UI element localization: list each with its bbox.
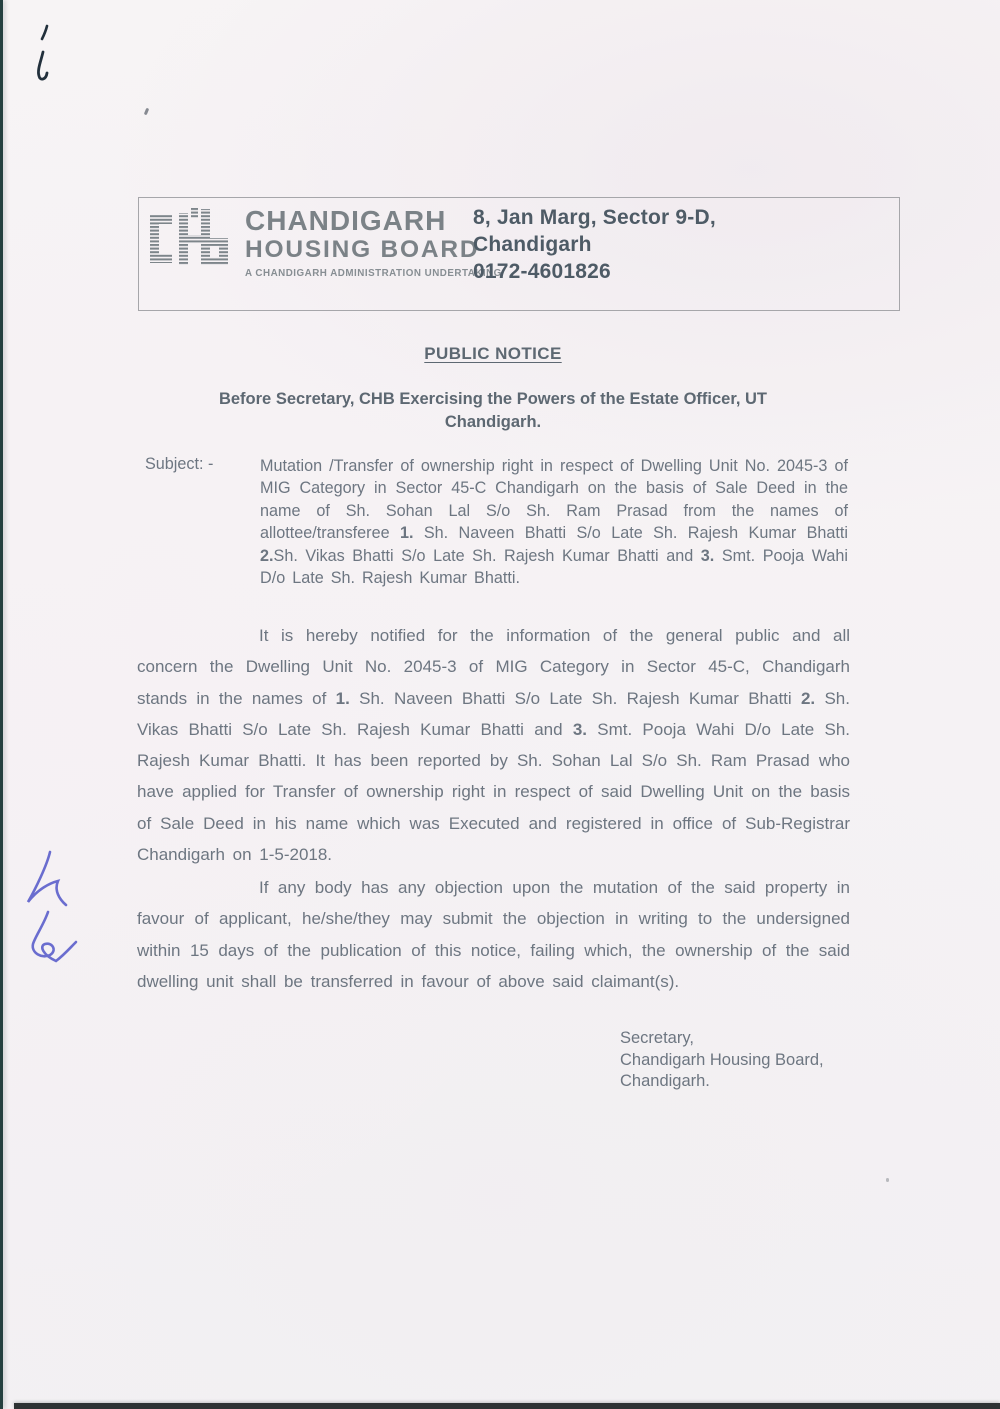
chb-monogram-icon bbox=[148, 208, 236, 270]
subject-text: Mutation /Transfer of ownership right in respect of Dwelling Unit No. 2045-3 of MIG Category in Sector 45-C Chandigarh on the basis of Sale Deed in the name of Sh. Sohan Lal S/o Sh. Ram Prasad from the names of allottee/transferee 1. Sh. Naveen Bhatti S/o Late Sh. Rajesh Kumar Bhatti 2.Sh. Vikas Bhatti S/o Late Sh. Rajesh Kumar Bhatti and 3. Smt. Pooja Wahi D/o Late Sh. Rajesh Kumar Bhatti. bbox=[260, 457, 848, 588]
scan-edge-bottom bbox=[14, 1403, 1000, 1409]
body-paragraph-2: If any body has any objection upon the mutation of the said property in favour of applicant, he/she/they may submit the objection in writing to the undersigned within 15 days of the publication of this notice, failing which, the ownership of the said dwelling unit shall be transferred in favour of above said claimant(s). bbox=[137, 878, 850, 991]
org-name-block bbox=[245, 205, 502, 279]
signature-block bbox=[620, 1028, 824, 1093]
notice-title: PUBLIC NOTICE bbox=[424, 344, 562, 363]
pen-tick-marks-icon bbox=[28, 16, 68, 86]
letterhead bbox=[138, 197, 900, 311]
signature-line2: Chandigarh Housing Board, bbox=[620, 1050, 824, 1069]
subtitle-line1: Before Secretary, CHB Exercising the Powers of the Estate Officer, UT bbox=[218, 390, 768, 408]
subject-label: Subject: - bbox=[145, 455, 214, 473]
address-block bbox=[473, 204, 716, 285]
subtitle-line2: Chandigarh. bbox=[444, 413, 542, 431]
signature-line1: Secretary, bbox=[620, 1029, 694, 1047]
subject-row bbox=[145, 455, 851, 589]
org-tagline: A CHANDIGARH ADMINISTRATION UNDERTAKING bbox=[245, 268, 502, 279]
org-name-line1: CHANDIGARH bbox=[245, 205, 447, 236]
notice-subtitle bbox=[138, 388, 848, 434]
scan-edge-left bbox=[0, 0, 3, 1409]
address-line2: Chandigarh bbox=[473, 233, 592, 256]
blue-ink-scribble-icon bbox=[12, 838, 102, 973]
address-phone: 0172-4601826 bbox=[473, 260, 611, 283]
signature-line3: Chandigarh. bbox=[620, 1072, 710, 1090]
address-line1: 8, Jan Marg, Sector 9-D, bbox=[473, 206, 716, 229]
body-paragraph-1: It is hereby notified for the information of the general public and all concern the Dwelling Unit No. 2045-3 of MIG Category in Sector 45-C, Chandigarh stands in the names of 1. Sh. Naveen Bhatti S/o Late Sh. Rajesh Kumar Bhatti 2. Sh. Vikas Bhatti S/o Late Sh. Rajesh Kumar Bhatti and 3. Smt. Pooja Wahi D/o Late Sh. Rajesh Kumar Bhatti. It has been reported by Sh. Sohan Lal S/o Sh. Ram Prasad who have applied for Transfer of ownership right in respect of said Dwelling Unit on the basis of Sale Deed in his name which was Executed and registered in office of Sub-Registrar Chandigarh on 1-5-2018. bbox=[137, 626, 850, 865]
scan-speck bbox=[144, 108, 149, 116]
scan-speck bbox=[886, 1178, 889, 1182]
org-name-line2: HOUSING BOARD bbox=[245, 236, 480, 263]
chb-logo bbox=[148, 205, 502, 279]
